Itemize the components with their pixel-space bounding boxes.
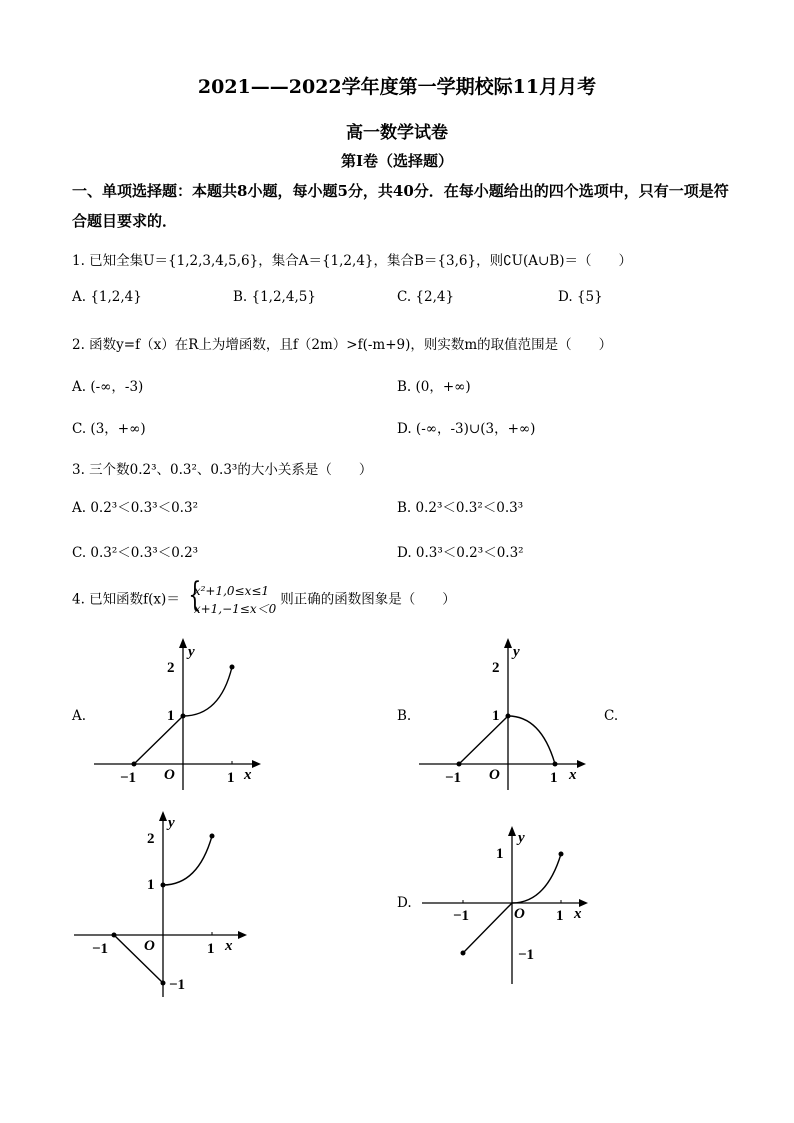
tick-label-x1: 1 <box>556 908 564 924</box>
question-4-stem <box>72 575 456 618</box>
x-arrow-icon <box>252 760 261 768</box>
q2-option-b[interactable]: B. (0，+∞) <box>397 379 471 395</box>
x-arrow-icon <box>238 931 247 939</box>
q1-option-c[interactable]: C. {2,4} <box>397 289 455 305</box>
q2-option-d[interactable]: D. (-∞，-3)∪(3，+∞) <box>397 421 536 437</box>
tick-label-2: 2 <box>492 660 500 676</box>
point-end <box>559 852 564 857</box>
q4-option-b-label[interactable]: B. <box>397 708 412 724</box>
y-label: y <box>168 815 175 831</box>
curve-right-parabola <box>512 854 561 903</box>
x-label: x <box>569 767 577 783</box>
point-end <box>161 981 166 986</box>
tick-label-1: 1 <box>167 708 175 724</box>
origin-label: O <box>514 906 525 922</box>
y-arrow-icon <box>159 811 167 821</box>
origin-label: O <box>144 938 155 954</box>
brace-icon: { <box>188 575 202 615</box>
y-arrow-icon <box>508 826 516 836</box>
point-end <box>132 762 137 767</box>
q3-option-d[interactable]: D. 0.3³＜0.2³＜0.3² <box>397 545 524 561</box>
q1-option-a[interactable]: A. {1,2,4} <box>72 289 142 305</box>
curve-left-segment <box>459 716 508 764</box>
tick-label-y1: 1 <box>496 846 504 862</box>
graph-c[interactable] <box>70 805 270 1000</box>
origin-label: O <box>164 767 175 783</box>
q4-option-a-label[interactable]: A. <box>72 708 87 724</box>
x-label: x <box>574 906 582 922</box>
tick-label-x1: 1 <box>227 770 235 786</box>
point-end <box>210 834 215 839</box>
point-end <box>230 665 235 670</box>
piece-line-2: x+1,−1≤x＜0 <box>193 602 277 616</box>
tick-label-y-neg1: −1 <box>518 947 535 963</box>
q4-option-d-label[interactable]: D. <box>397 895 412 911</box>
y-label: y <box>518 830 525 846</box>
x-arrow-icon <box>577 760 586 768</box>
q3-option-a[interactable]: A. 0.2³＜0.3³＜0.3² <box>72 500 198 516</box>
y-label: y <box>513 644 520 660</box>
q4-stem-prefix: 4. 已知函数f(x)＝ <box>72 591 180 608</box>
q1-option-d[interactable]: D. {5} <box>558 289 603 305</box>
x-label: x <box>244 767 252 783</box>
tick-label-1: 1 <box>492 708 500 724</box>
q1-option-b[interactable]: B. {1,2,4,5} <box>233 289 316 305</box>
q2-option-c[interactable]: C. (3，+∞) <box>72 421 146 437</box>
exam-title: 2021——2022学年度第一学期校际11月月考 <box>197 76 597 98</box>
q4-option-c-label[interactable]: C. <box>604 708 619 724</box>
tick-label-1: 1 <box>147 877 155 893</box>
y-arrow-icon <box>179 638 187 648</box>
question-3-stem: 3. 三个数0.2³、0.3²、0.3³的大小关系是（ ） <box>72 462 373 478</box>
tick-label-2: 2 <box>147 831 155 847</box>
exam-subtitle: 高一数学试卷 <box>346 123 448 143</box>
piece-line-1: x²+1,0≤x≤1 <box>193 584 270 598</box>
graph-a[interactable] <box>90 632 270 792</box>
tick-label-neg1: −1 <box>445 770 462 786</box>
point-end <box>461 951 466 956</box>
point-end <box>553 762 558 767</box>
tick-label-neg1: −1 <box>120 770 137 786</box>
section-heading: 一、单项选择题：本题共8小题，每小题5分，共40分．在每小题给出的四个选项中，只有一项是符合题目要求的． <box>72 182 729 230</box>
tick-label-x1: 1 <box>207 941 215 957</box>
x-label: x <box>225 938 233 954</box>
y-arrow-icon <box>504 638 512 648</box>
q3-option-c[interactable]: C. 0.3²＜0.3³＜0.2³ <box>72 545 199 561</box>
y-label: y <box>188 644 195 660</box>
point-end <box>457 762 462 767</box>
tick-label-neg1: −1 <box>92 941 109 957</box>
q3-option-b[interactable]: B. 0.2³＜0.3²＜0.3³ <box>397 500 524 516</box>
tick-label-x1: 1 <box>550 770 558 786</box>
point-intercept <box>181 714 186 719</box>
piecewise-definition <box>184 575 277 618</box>
point-intercept <box>506 714 511 719</box>
tick-label-y-neg1: −1 <box>169 977 186 993</box>
curve-right-parabola <box>508 716 555 764</box>
volume-heading: 第I卷（选择题） <box>340 152 454 170</box>
question-2-stem: 2. 函数y=f（x）在R上为增函数，且f（2m）>f(-m+9)，则实数m的取值范围是（ ） <box>72 337 613 353</box>
curve-left-segment <box>463 903 512 953</box>
q4-stem-suffix: 则正确的函数图象是（ ） <box>280 591 456 608</box>
origin-label: O <box>489 767 500 783</box>
curve-right-parabola <box>163 836 212 885</box>
graph-b[interactable] <box>415 632 595 792</box>
tick-label-2: 2 <box>167 660 175 676</box>
graph-d[interactable] <box>420 820 600 988</box>
curve-left-segment <box>114 935 163 983</box>
curve-right-parabola <box>183 667 232 716</box>
question-1-stem: 1. 已知全集U＝{1,2,3,4,5,6}，集合A＝{1,2,4}，集合B＝{3,6}，则∁U(A∪B)＝（ ） <box>72 253 633 269</box>
curve-left-segment <box>134 716 183 764</box>
point-intercept <box>161 883 166 888</box>
tick-label-neg1: −1 <box>453 908 470 924</box>
point-end <box>112 933 117 938</box>
q2-option-a[interactable]: A. (-∞，-3) <box>72 379 144 395</box>
